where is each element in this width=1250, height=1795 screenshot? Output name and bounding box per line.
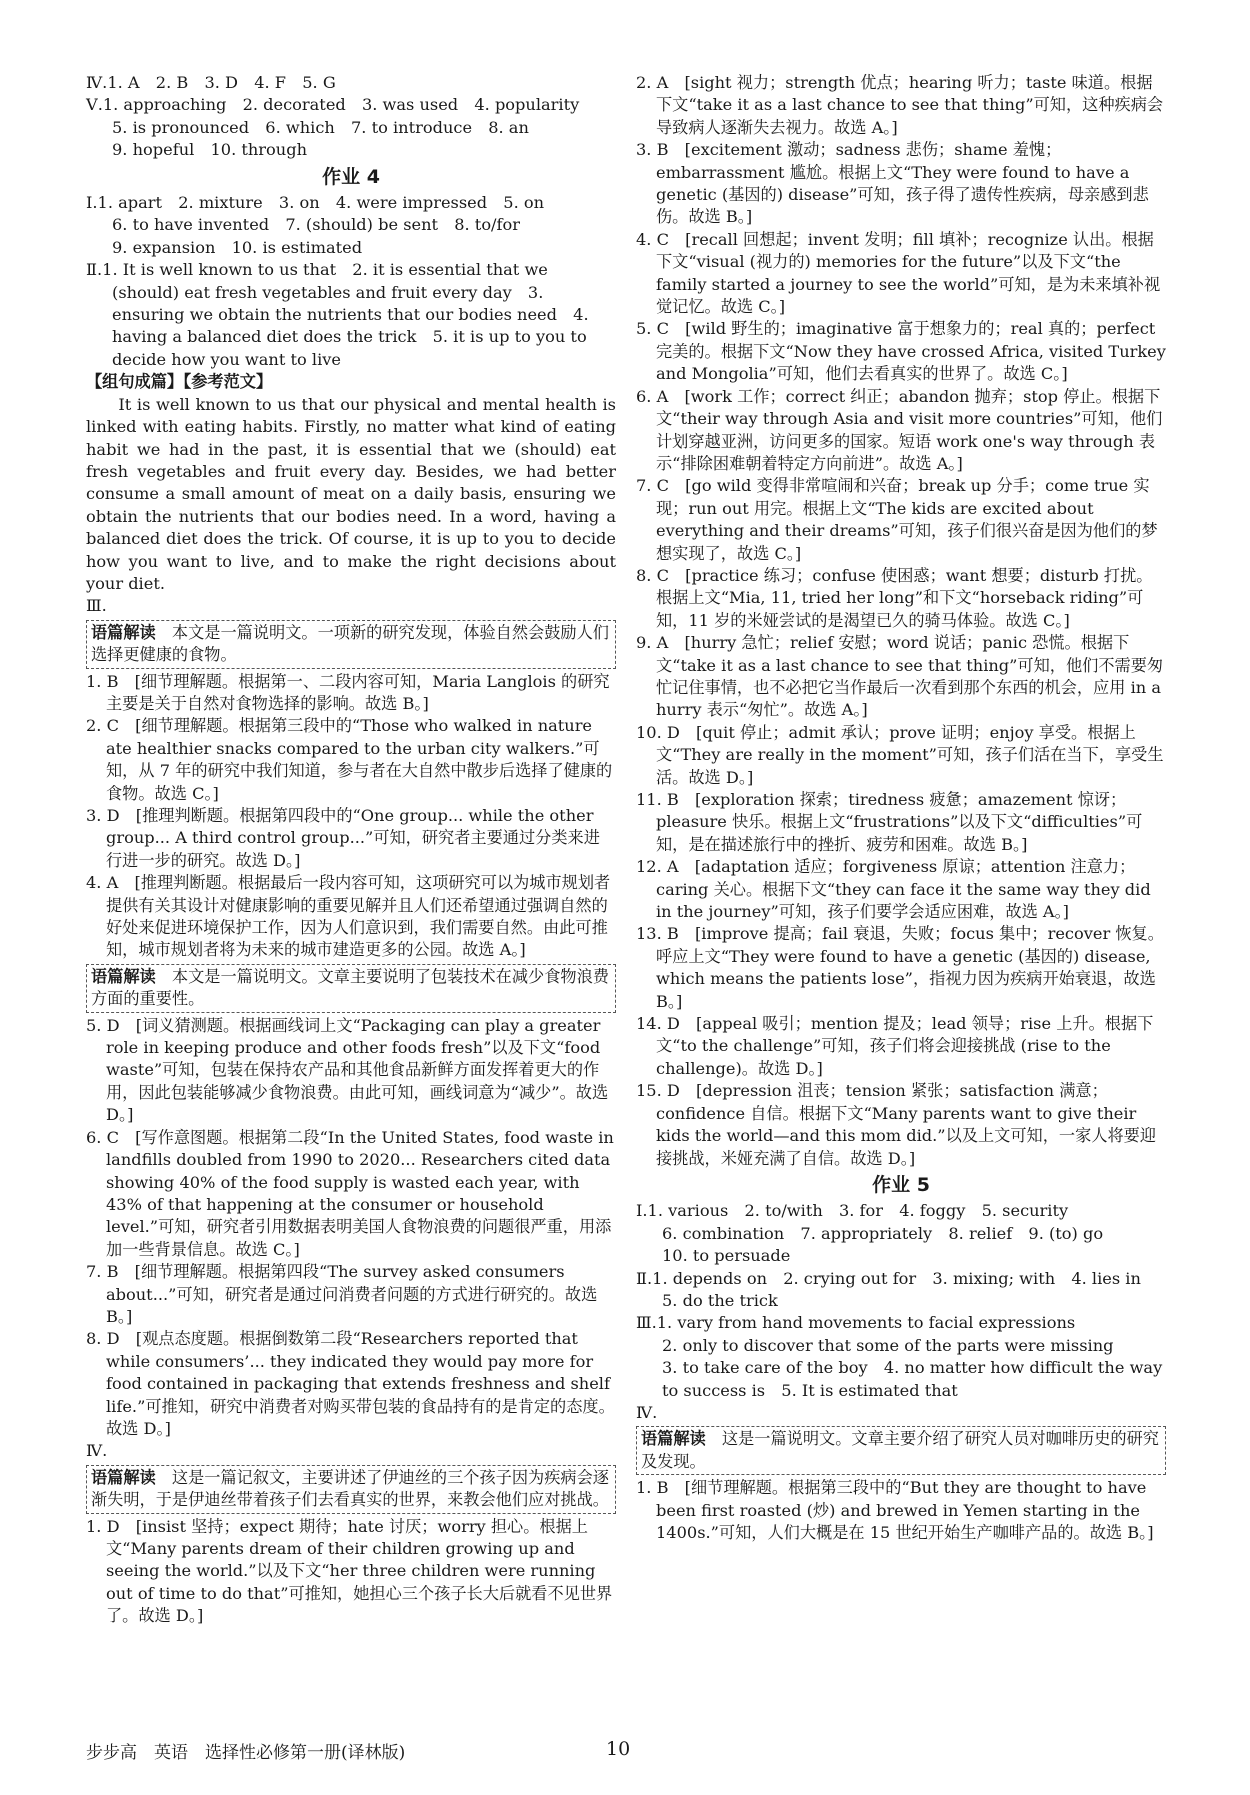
answer-line: Ⅰ.1. various 2. to/with 3. for 4. foggy 5. security bbox=[636, 1201, 1069, 1221]
passage-summary-box bbox=[86, 1465, 616, 1514]
passage-summary-text: 这是一篇说明文。文章主要介绍了研究人员对咖啡历史的研究及发现。 bbox=[641, 1429, 1159, 1471]
passage-summary-text: 这是一篇记叙文，主要讲述了伊迪丝的三个孩子因为疾病会逐渐失明，于是伊迪丝带着孩子们去看真实的世界，来教会他们应对挑战。 bbox=[91, 1467, 609, 1510]
answer-line: 14. D [appeal 吸引；mention 提及；lead 领导；rise 上升。根据下文“to the challenge”可知，孩子们将会迎接挑战 (rise to the challenge)。故选 D。] bbox=[636, 1014, 1154, 1078]
right-column bbox=[636, 72, 1166, 1544]
answer-line: 9. A [hurry 急忙；relief 安慰；word 说话；panic 恐慌。根据下文“take it as a last chance to see that thing”可知，他们不需要匆忙记住事情，也不必把它当作最后一次看到那个东西的机会，应用 in a hurry 表示“匆忙”。故选 A。] bbox=[636, 633, 1164, 720]
answer-line: 2. only to discover that some of the parts were missing bbox=[662, 1335, 1114, 1355]
answer-line: 4. A [推理判断题。根据最后一段内容可知，这项研究可以为城市规划者提供有关其设计对健康影响的重要见解并且人们还希望通过强调自然的好处来促进环境保护工作，因为人们意识到，我们需要自然。由此可推知，城市规划者将为未来的城市建造更多的公园。故选 A。] bbox=[86, 873, 611, 960]
answer-line: 6. A [work 工作；correct 纠正；abandon 抛弃；stop 停止。根据下文“their way through Asia and visit more countries”可知，他们计划穿越亚洲，访问更多的国家。短语 work one's way through 表示“排除困难朝着特定方向前进”。故选 A。] bbox=[636, 386, 1163, 473]
left-column bbox=[86, 72, 616, 1628]
answer-line: 9. expansion 10. is estimated bbox=[112, 237, 363, 257]
answer-line: 10. to persuade bbox=[662, 1246, 791, 1266]
answer-line: 6. combination 7. appropriately 8. relief 9. (to) go bbox=[662, 1223, 1104, 1243]
answer-line: 6. C [写作意图题。根据第二段“In the United States, food waste in landfills doubled from 1990 to 2020... Researchers cited data showing 40% of the food supply is wasted each year, with 43% of that happening at the consumer or household level.”可知，研究者引用数据表明美国人食物浪费的问题很严重，用添加一些背景信息。故选 C。] bbox=[86, 1127, 614, 1259]
answer-line: 9. hopeful 10. through bbox=[112, 140, 308, 160]
passage-summary-box bbox=[636, 1426, 1166, 1475]
answer-line: 7. B [细节理解题。根据第四段“The survey asked consumers about...”可知，研究者是通过问消费者问题的方式进行研究的。故选 B。] bbox=[86, 1262, 598, 1326]
answer-line: Ⅰ.1. apart 2. mixture 3. on 4. were impressed 5. on bbox=[86, 193, 545, 213]
answer-line: 6. to have invented 7. (should) be sent 8. to/for bbox=[112, 215, 520, 235]
answer-line: 15. D [depression 沮丧；tension 紧张；satisfaction 满意；confidence 自信。根据下文“Many parents want to give their kids the world—and this mom did.”以及上文可知，一家人将要迎接挑战，米娅充满了自信。故选 D。] bbox=[636, 1081, 1157, 1168]
answer-line: 11. B [exploration 探索；tiredness 疲惫；amazement 惊讶；pleasure 快乐。根据上文“frustrations”以及下文“difficulties”可知，是在描述旅行中的挫折、疲劳和困难。故选 B。] bbox=[636, 790, 1143, 854]
answer-line: 5. C [wild 野生的；imaginative 富于想象力的；real 真的；perfect 完美的。根据下文“Now they have crossed Africa, visited Turkey and Mongolia”可知，他们去看真实的世界了。故选 C。] bbox=[636, 319, 1166, 384]
answer-line: Ⅱ.1. It is well known to us that 2. it is essential that we (should) eat fresh vegetables and fruit every day 3. ensuring we obtain the nutrients that our bodies need 4. having a balanced diet does the trick 5. it is up to you to decide how you want to live bbox=[86, 260, 589, 369]
section-heading: 【组句成篇】【参考范文】 bbox=[86, 372, 273, 392]
answer-line: 7. C [go wild 变得非常喧闹和兴奋；break up 分手；come true 实现；run out 用完。根据上文“The kids are excited about everything and their dreams”可知，孩子们很兴奋是因为他们的梦想实现了，故选 C。] bbox=[636, 476, 1158, 563]
passage-summary-label: 语篇解读 bbox=[91, 1467, 156, 1487]
answer-line: Ⅲ. bbox=[86, 596, 107, 616]
answer-line: Ⅱ.1. depends on 2. crying out for 3. mixing; with 4. lies in 5. do the trick bbox=[636, 1268, 1158, 1310]
answer-line: 10. D [quit 停止；admit 承认；prove 证明；enjoy 享受。根据上文“They are really in the moment”可知，孩子们活在当下，享受生活。故选 D。] bbox=[636, 722, 1164, 787]
answer-line: 4. C [recall 回想起；invent 发明；fill 填补；recognize 认出。根据下文“visual (视力的) memories for the future”以及下文“the family started a journey to see the world”可知，是为未来填补视觉记忆。故选 C。] bbox=[636, 229, 1161, 317]
passage-summary-label: 语篇解读 bbox=[91, 622, 156, 642]
answer-line: 1. D [insist 坚持；expect 期待；hate 讨厌；worry 担心。根据上文“Many parents dream of their children growing up and seeing the world.”以及下文“her three children were running out of time to do that”可推知，她担心三个孩子长大后就看不见世界了。故选 D。] bbox=[86, 1516, 613, 1626]
book-title: 步步高 英语 选择性必修第一册(译林版) bbox=[86, 1743, 406, 1763]
answer-line: 2. A [sight 视力；strength 优点；hearing 听力；taste 味道。根据下文“take it as a last chance to see that thing”可知，这种疾病会导致病人逐渐失去视力。故选 A。] bbox=[636, 73, 1164, 137]
answer-line: 5. D [词义猜测题。根据画线词上文“Packaging can play a greater role in keeping produce and other foods fresh”以及下文“food waste”可知，包装在保持农产品和其他食品新鲜方面发挥着更大的作用，因此包装能够减少食物浪费。由此可知，画线词意为“减少”。故选 D。] bbox=[86, 1015, 609, 1125]
answer-line: 8. C [practice 练习；confuse 使困惑；want 想要；disturb 打扰。根据上文“Mia, 11, tried her long”和下文“horseback riding”可知，11 岁的米娅尝试的是渴望已久的骑马体验。故选 C。] bbox=[636, 565, 1153, 630]
answer-line: 1. B [细节理解题。根据第三段中的“But they are thought to have been first roasted (炒) and brewed in Yemen starting in the 1400s.”可知，人们大概是在 15 世纪开始生产咖啡产品的。故选 B。] bbox=[636, 1478, 1154, 1542]
answer-line: Ⅳ. bbox=[86, 1441, 108, 1461]
answer-line: 1. B [细节理解题。根据第一、二段内容可知，Maria Langlois 的研究主要是关于自然对食物选择的影响。故选 B。] bbox=[86, 671, 610, 713]
answer-line: 2. C [细节理解题。根据第三段中的“Those who walked in nature ate healthier snacks compared to the urban city walkers.”可知，从 7 年的研究中我们知道，参与者在大自然中散步后选择了健康的食物。故选 C。] bbox=[86, 716, 613, 803]
passage-summary-box bbox=[86, 964, 616, 1013]
passage-summary-text: 本文是一篇说明文。文章主要说明了包装技术在减少食物浪费方面的重要性。 bbox=[91, 966, 609, 1009]
passage-summary-text: 本文是一篇说明文。一项新的研究发现，体验自然会鼓励人们选择更健康的食物。 bbox=[91, 622, 609, 665]
section-title: 作业 4 bbox=[322, 165, 380, 188]
answer-line: 3. D [推理判断题。根据第四段中的“One group... while the other group... A third control group...”可知，研究者主要通过分类来进行进一步的研究。故选 D。] bbox=[86, 806, 600, 870]
passage-summary-label: 语篇解读 bbox=[641, 1429, 706, 1449]
section-title: 作业 5 bbox=[872, 1173, 930, 1196]
answer-line: Ⅳ.1. A 2. B 3. D 4. F 5. G bbox=[86, 73, 336, 92]
answer-line: Ⅳ. bbox=[636, 1402, 658, 1422]
answer-line: 3. to take care of the boy 4. no matter how difficult the way to success is 5. It is estimated that bbox=[662, 1358, 1163, 1400]
answer-line: 13. B [improve 提高；fail 衰退，失败；focus 集中；recover 恢复。呼应上文“They were found to have a genetic (基因的) disease, which means the patients lose”，指视力因为疾病开始衰退，故选 B。] bbox=[636, 924, 1164, 1011]
page-number: 10 bbox=[606, 1738, 631, 1760]
answer-line: Ⅴ.1. approaching 2. decorated 3. was used 4. popularity bbox=[86, 95, 580, 115]
model-essay: It is well known to us that our physical and mental health is linked with eating habits. Firstly, no matter what kind of eating habit we had in the past, it is essential that we (should) eat fresh vegetables and fruit every day. Besides, we had better consume a small amount of meat on a daily basis, ensuring we obtain the nutrients that our bodies need. In a word, having a balanced diet does the trick. Of course, it is up to you to decide how you want to live, and to make the right decisions about your diet. bbox=[86, 394, 616, 593]
passage-summary-label: 语篇解读 bbox=[91, 966, 156, 986]
passage-summary-box bbox=[86, 620, 616, 669]
answer-line: 8. D [观点态度题。根据倒数第二段“Researchers reported that while consumers’... they indicated they would pay more for food contained in packaging that extends freshness and shelf life.”可推知，研究中消费者对购买带包装的食品持有的是肯定的态度。故选 D。] bbox=[86, 1329, 615, 1438]
answer-line: 12. A [adaptation 适应；forgiveness 原谅；attention 注意力；caring 关心。根据下文“they can face it the same way they did in the journey”可知，孩子们要学会适应困难，故选 A。] bbox=[636, 857, 1151, 922]
answer-line: Ⅲ.1. vary from hand movements to facial expressions bbox=[636, 1313, 1076, 1333]
answer-line: 3. B [excitement 激动；sadness 悲伤；shame 羞愧；embarrassment 尴尬。根据上文“They were found to have a genetic (基因的) disease”可知，孩子得了遗传性疾病，母亲感到悲伤。故选 B。] bbox=[636, 140, 1149, 227]
answer-line: 5. is pronounced 6. which 7. to introduce 8. an bbox=[112, 117, 529, 137]
